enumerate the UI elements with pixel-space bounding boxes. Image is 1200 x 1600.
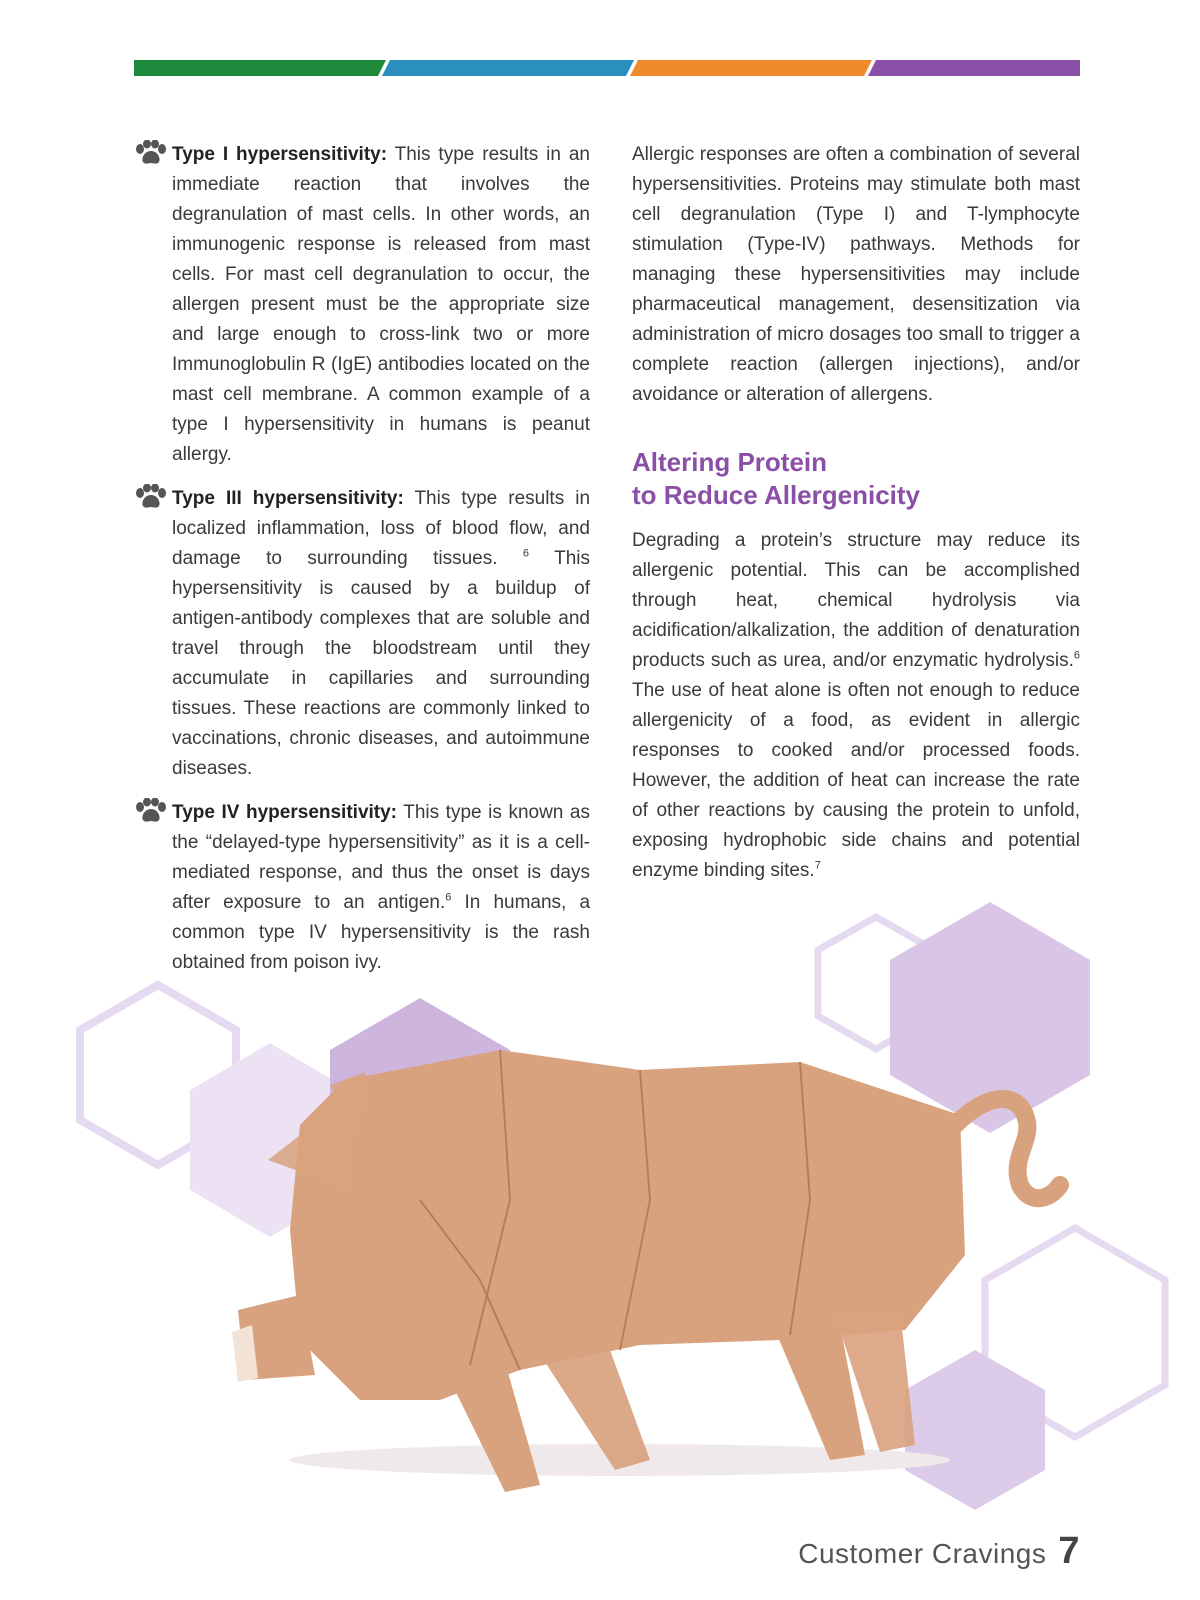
color-bar-green	[134, 60, 386, 76]
hexagon-filled	[905, 1350, 1045, 1510]
bullet-text	[172, 484, 590, 784]
bullet-body-cont: In humans, a common type IV hypersensitivity is the rash obtained from poison ivy.	[172, 892, 591, 973]
heading-line-1: Altering Protein	[632, 447, 828, 477]
bullet-type-1	[134, 140, 590, 470]
reference-number: 6	[1073, 649, 1080, 662]
bullet-term: Type III hypersensitivity:	[172, 488, 404, 509]
bullet-text	[172, 140, 590, 470]
heading-line-2: to Reduce Allergenicity	[632, 480, 920, 510]
section-body-part-2: The use of heat alone is often not enough to reduce allergenicity of a food, as evident in allergic responses to cooked and/or processed foods. However, the addition of heat can increase the rate of other reactions by causing the protein to unfold, exposing hydrophobic side chains and potential enzyme binding sites.	[632, 680, 1080, 881]
paw-icon	[134, 798, 168, 828]
reference-number: 7	[814, 859, 821, 872]
right-column	[632, 140, 1080, 886]
color-bar-purple	[868, 60, 1080, 76]
bullet-body: This type results in localized inflammation, loss of blood flow, and damage to surrounding tissues.	[172, 488, 591, 569]
section-body	[632, 526, 1080, 886]
bullet-body-cont: This hypersensitivity is caused by a buildup of antigen-antibody complexes that are soluble and travel through the bloodstream until they accumulate in capillaries and surrounding tissues. These reactions are commonly linked to vaccinations, chronic diseases, and autoimmune diseases.	[172, 548, 591, 779]
paw-icon	[134, 140, 168, 170]
page-footer	[798, 1530, 1080, 1573]
paw-icon	[134, 484, 168, 514]
bullet-term: Type IV hypersensitivity:	[172, 802, 398, 823]
bullet-body: This type is known as the “delayed-type hypersensitivity” as it is a cell-mediated response, and thus the onset is days after exposure to an antigen.	[172, 802, 590, 913]
reference-number: 6	[522, 547, 530, 560]
intro-paragraph: Allergic responses are often a combination of several hypersensitivities. Proteins may stimulate both mast cell degranulation (Type I) and T-lymphocyte stimulation (Type-IV) pathways. Methods for managing these hypersensitivities may include pharmaceutical management, desensitization via administration of micro dosages too small to trigger a complete reaction (allergen injections), and/or avoidance or alteration of allergens.	[632, 144, 1080, 405]
publication-name: Customer Cravings	[798, 1538, 1047, 1569]
section-body-part-1: Degrading a protein’s structure may reduce its allergenic potential. This can be accomplished through heat, chemical hydrolysis via acidification/alkalization, the addition of denaturation products such as urea, and/or enzymatic hydrolysis.	[632, 530, 1080, 671]
left-column	[134, 140, 590, 992]
bullet-body: This type results in an immediate reaction that involves the degranulation of mast cells. In other words, an immunogenic response is released from mast cells. For mast cell degranulation to occur, the allergen present must be the appropriate size and large enough to cross-link two or more Immunoglobulin R (IgE) antibodies located on the mast cell membrane. A common example of a type I hypersensitivity in humans is peanut allergy.	[172, 144, 590, 465]
top-color-bar	[134, 60, 1080, 76]
page-number: 7	[1058, 1530, 1080, 1572]
section-heading	[632, 446, 1080, 512]
bullet-term: Type I hypersensitivity:	[172, 144, 388, 165]
bullet-type-3	[134, 484, 590, 784]
origami-pig-illustration	[0, 900, 1200, 1520]
color-bar-blue	[382, 60, 634, 76]
reference-number: 6	[445, 891, 452, 904]
color-bar-orange	[630, 60, 872, 76]
